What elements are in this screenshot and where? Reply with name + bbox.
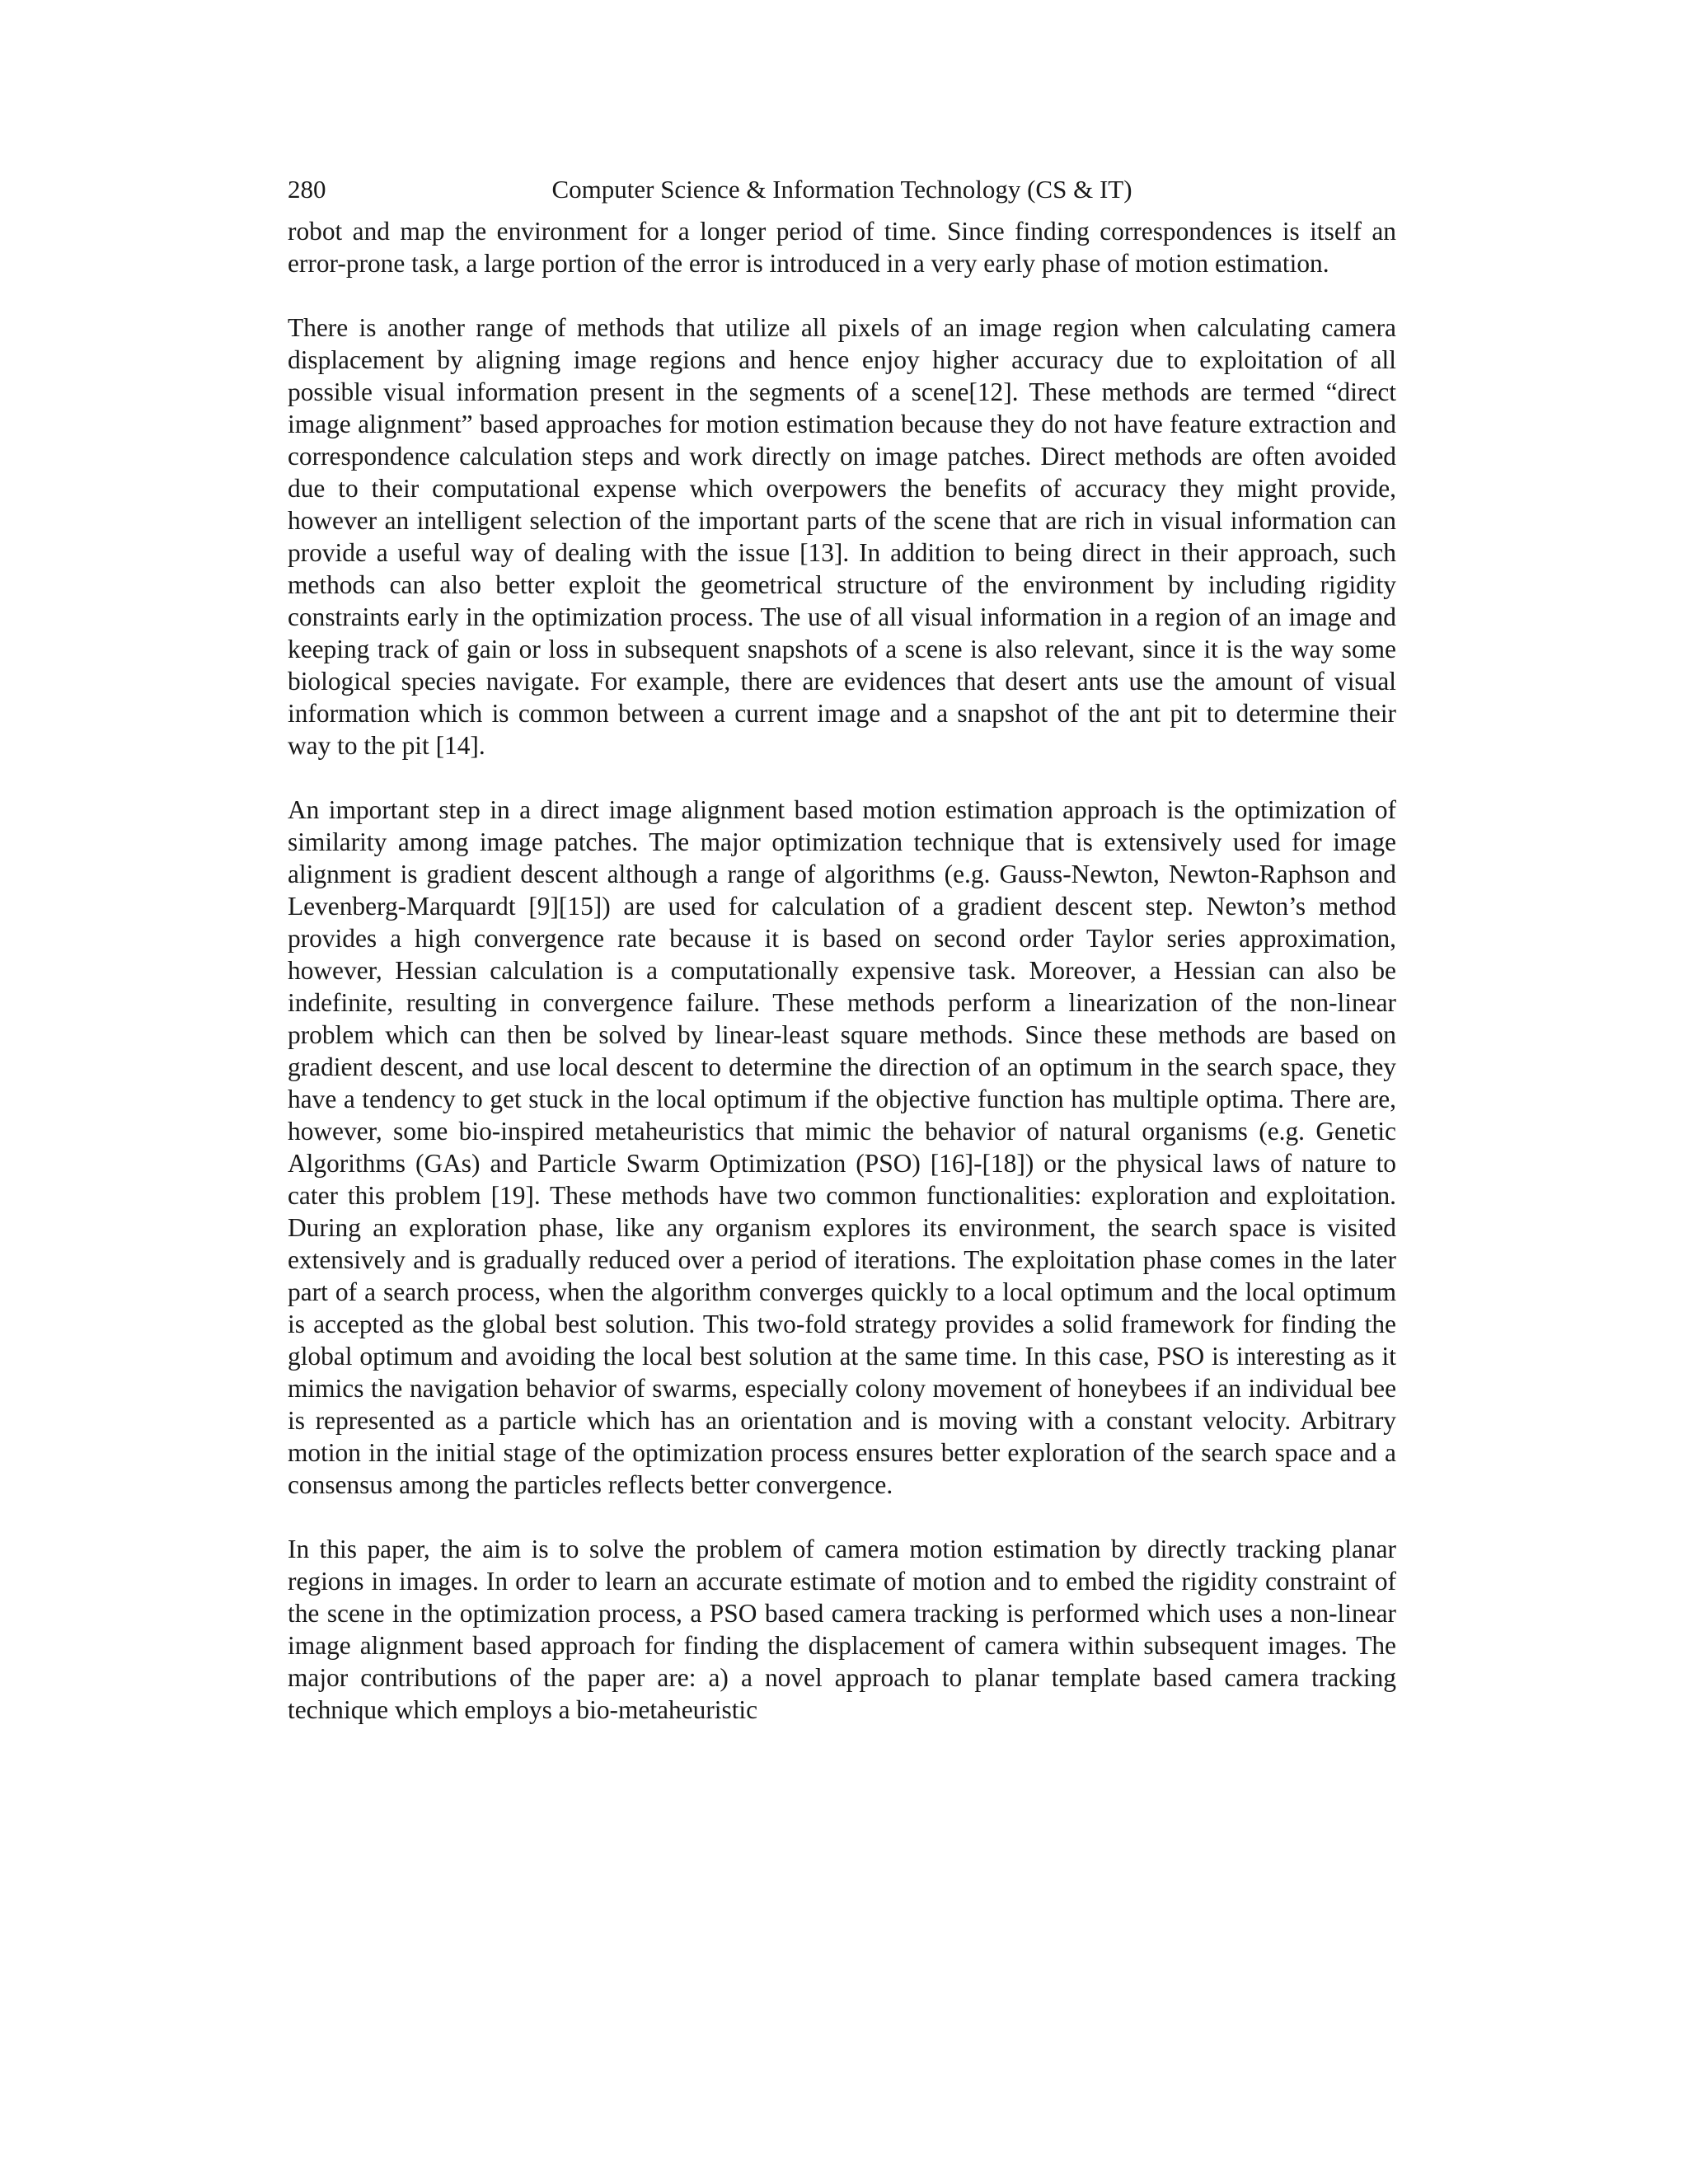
running-header	[288, 170, 1396, 209]
body-text	[288, 215, 1396, 1726]
page-number: 280	[288, 175, 326, 204]
paragraph-1: robot and map the environment for a longer period of time. Since finding correspondences is itself an error-prone task, a large portion of the error is introduced in a very early phase of motion estimation.	[288, 217, 1396, 278]
document-page	[288, 170, 1396, 1726]
paragraph-4: In this paper, the aim is to solve the problem of camera motion estimation by directly tracking planar regions in images. In order to learn an accurate estimate of motion and to embed the rigidity constraint of the scene in the optimization process, a PSO based camera tracking is performed which uses a non-linear image alignment based approach for finding the displacement of camera within subsequent images. The major contributions of the paper are: a) a novel approach to planar template based camera tracking technique which employs a bio-metaheuristic	[288, 1535, 1396, 1724]
journal-title: Computer Science & Information Technology (CS & IT)	[551, 175, 1132, 204]
paragraph-3: An important step in a direct image alignment based motion estimation approach is the optimization of similarity among image patches. The major optimization technique that is extensively used for image alignment is gradient descent although a range of algorithms (e.g. Gauss-Newton, Newton-Raphson and Levenberg-Marquardt [9][15]) are used for calculation of a gradient descent step. Newton’s method provides a high convergence rate because it is based on second order Taylor series approximation, however, Hessian calculation is a computationally expensive task. Moreover, a Hessian can also be indefinite, resulting in convergence failure. These methods perform a linearization of the non-linear problem which can then be solved by linear-least square methods. Since these methods are based on gradient descent, and use local descent to determine the direction of an optimum in the search space, they have a tendency to get stuck in the local optimum if the objective function has multiple optima. There are, however, some bio-inspired metaheuristics that mimic the behavior of natural organisms (e.g. Genetic Algorithms (GAs) and Particle Swarm Optimization (PSO) [16]-[18]) or the physical laws of nature to cater this problem [19]. These methods have two common functionalities: exploration and exploitation. During an exploration phase, like any organism explores its environment, the search space is visited extensively and is gradually reduced over a period of iterations. The exploitation phase comes in the later part of a search process, when the algorithm converges quickly to a local optimum and the local optimum is accepted as the global best solution. This two-fold strategy provides a solid framework for finding the global optimum and avoiding the local best solution at the same time. In this case, PSO is interesting as it mimics the navigation behavior of swarms, especially colony movement of honeybees if an individual bee is represented as a particle which has an orientation and is moving with a constant velocity. Arbitrary motion in the initial stage of the optimization process ensures better exploration of the search space and a consensus among the particles reflects better convergence.	[288, 795, 1396, 1499]
paragraph-2: There is another range of methods that utilize all pixels of an image region when calculating camera displacement by aligning image regions and hence enjoy higher accuracy due to exploitation of all possible visual information present in the segments of a scene[12]. These methods are termed “direct image alignment” based approaches for motion estimation because they do not have feature extraction and correspondence calculation steps and work directly on image patches. Direct methods are often avoided due to their computational expense which overpowers the benefits of accuracy they might provide, however an intelligent selection of the important parts of the scene that are rich in visual information can provide a useful way of dealing with the issue [13]. In addition to being direct in their approach, such methods can also better exploit the geometrical structure of the environment by including rigidity constraints early in the optimization process. The use of all visual information in a region of an image and keeping track of gain or loss in subsequent snapshots of a scene is also relevant, since it is the way some biological species navigate. For example, there are evidences that desert ants use the amount of visual information which is common between a current image and a snapshot of the ant pit to determine their way to the pit [14].	[288, 313, 1396, 760]
